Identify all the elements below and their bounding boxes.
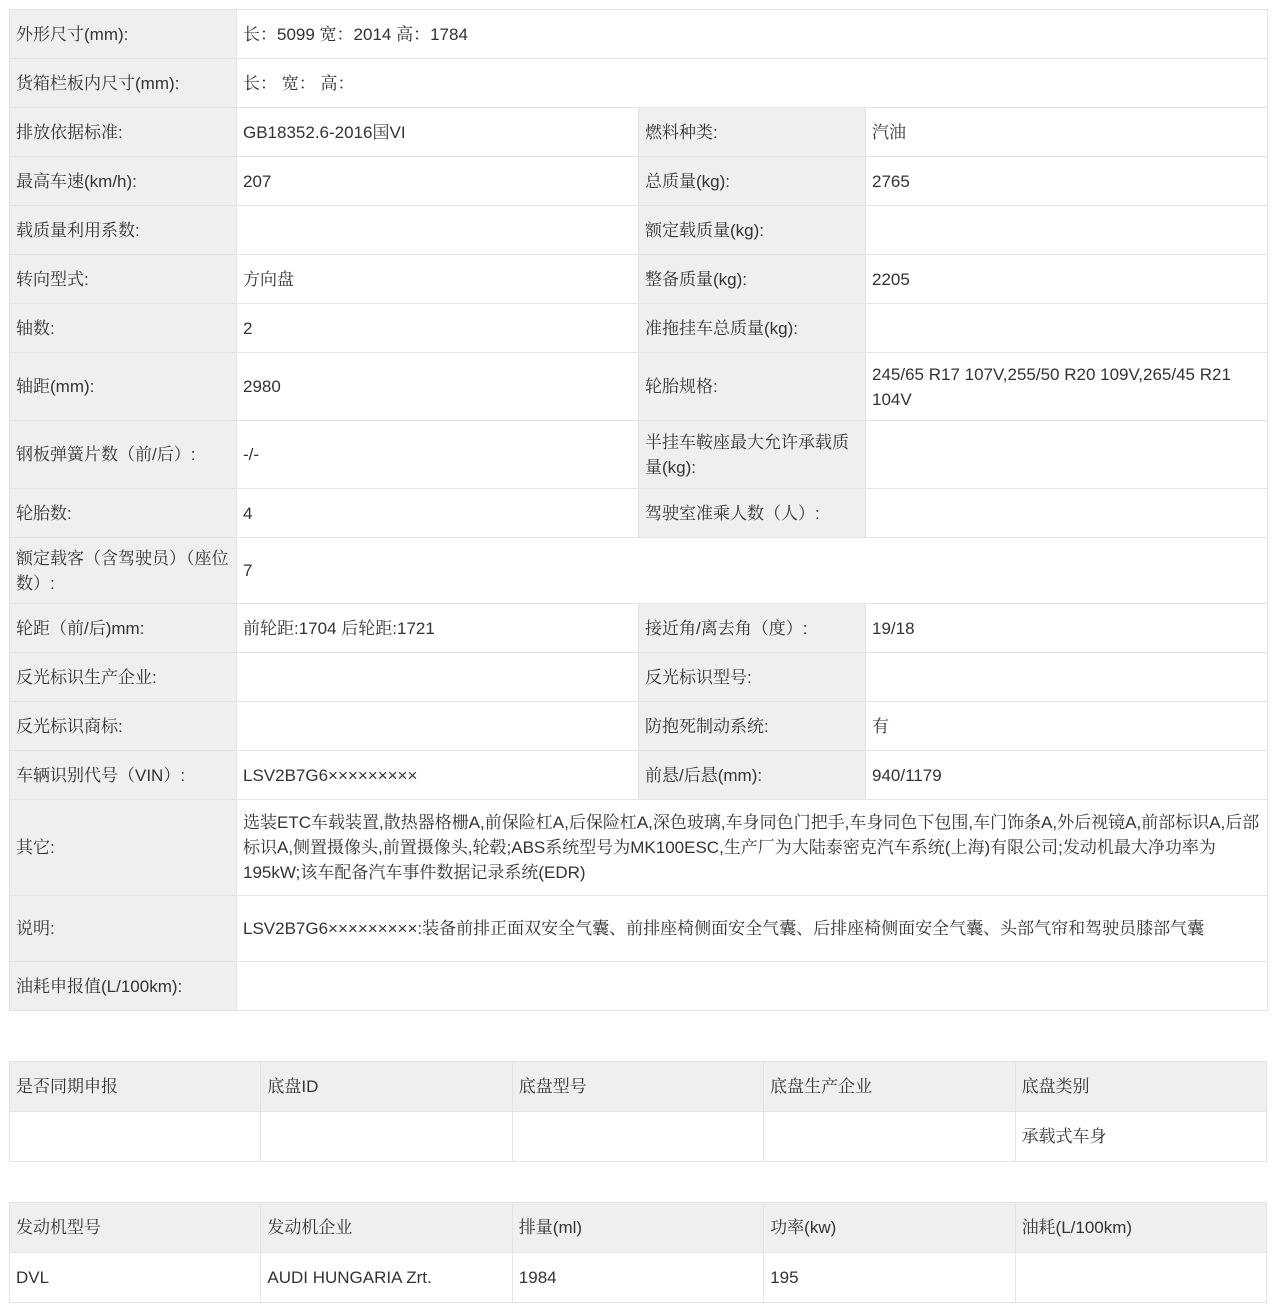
other-value: 选装ETC车载装置,散热器格栅A,前保险杠A,后保险杠A,深色玻璃,车身同色门把手,车身同色下包围,车门饰条A,外后视镜A,前部标识A,后部标识A,侧置摄像头,前置摄像头,轮毂;ABS系统型号为MK100ESC,生产厂为大陆泰密克汽车系统(上海)有限公司;发动机最大净功率为195kW;该车配备汽车事件数据记录系统(EDR) <box>237 800 1268 896</box>
spec-row <box>10 751 1268 800</box>
overhang-label: 前悬/后悬(mm): <box>639 751 866 800</box>
engine-header-cell: 油耗(L/100km) <box>1015 1203 1266 1253</box>
fuel-type-value: 汽油 <box>866 108 1268 157</box>
reflect-maker-value <box>237 653 639 702</box>
reflect-model-value <box>866 653 1268 702</box>
emission-value: GB18352.6-2016国VI <box>237 108 639 157</box>
cab-passengers-label: 驾驶室准乘人数（人）: <box>639 489 866 538</box>
spec-row-notes <box>10 896 1268 962</box>
reflect-brand-value <box>237 702 639 751</box>
chassis-data-cell <box>512 1112 763 1162</box>
chassis-data-row <box>10 1112 1267 1162</box>
spec-row-other <box>10 800 1268 896</box>
spec-row-fuel-consumption <box>10 962 1268 1011</box>
fuel-type-label: 燃料种类: <box>639 108 866 157</box>
spec-row <box>10 108 1268 157</box>
engine-header-cell: 排量(ml) <box>512 1203 763 1253</box>
chassis-data-cell: 承载式车身 <box>1015 1112 1266 1162</box>
spec-row <box>10 255 1268 304</box>
spec-row <box>10 604 1268 653</box>
spec-row-seats <box>10 538 1268 604</box>
chassis-header-cell: 底盘型号 <box>512 1062 763 1112</box>
steering-label: 转向型式: <box>10 255 237 304</box>
dimensions-label: 外形尺寸(mm): <box>10 10 237 59</box>
engine-header-cell: 发动机企业 <box>261 1203 512 1253</box>
curb-mass-label: 整备质量(kg): <box>639 255 866 304</box>
load-coeff-value <box>237 206 639 255</box>
trailer-mass-value <box>866 304 1268 353</box>
load-coeff-label: 载质量利用系数: <box>10 206 237 255</box>
engine-data-row <box>10 1253 1267 1303</box>
curb-mass-value: 2205 <box>866 255 1268 304</box>
chassis-data-cell <box>261 1112 512 1162</box>
engine-header-row <box>10 1203 1267 1253</box>
spec-row <box>10 304 1268 353</box>
engine-data-cell: DVL <box>10 1253 261 1303</box>
total-mass-value: 2765 <box>866 157 1268 206</box>
engine-data-cell <box>1015 1253 1266 1303</box>
spec-row-dimensions <box>10 10 1268 59</box>
spec-table <box>9 9 1268 1011</box>
axles-label: 轴数: <box>10 304 237 353</box>
emission-label: 排放依据标准: <box>10 108 237 157</box>
axles-value: 2 <box>237 304 639 353</box>
engine-table <box>9 1202 1267 1303</box>
spec-row <box>10 421 1268 489</box>
angles-value: 19/18 <box>866 604 1268 653</box>
tire-count-value: 4 <box>237 489 639 538</box>
spec-row-cargo-box <box>10 59 1268 108</box>
wheelbase-value: 2980 <box>237 353 639 421</box>
track-value: 前轮距:1704 后轮距:1721 <box>237 604 639 653</box>
vin-label: 车辆识别代号（VIN）: <box>10 751 237 800</box>
cargo-box-value: 长： 宽： 高： <box>237 59 1268 108</box>
engine-data-cell: 1984 <box>512 1253 763 1303</box>
cab-passengers-value <box>866 489 1268 538</box>
fuel-consumption-label: 油耗申报值(L/100km): <box>10 962 237 1011</box>
rated-load-value <box>866 206 1268 255</box>
track-label: 轮距（前/后)mm: <box>10 604 237 653</box>
spec-row <box>10 353 1268 421</box>
tire-count-label: 轮胎数: <box>10 489 237 538</box>
abs-value: 有 <box>866 702 1268 751</box>
chassis-header-cell: 是否同期申报 <box>10 1062 261 1112</box>
total-mass-label: 总质量(kg): <box>639 157 866 206</box>
spec-row <box>10 653 1268 702</box>
top-speed-label: 最高车速(km/h): <box>10 157 237 206</box>
top-speed-value: 207 <box>237 157 639 206</box>
chassis-header-cell: 底盘类别 <box>1015 1062 1266 1112</box>
rated-load-label: 额定载质量(kg): <box>639 206 866 255</box>
spec-row <box>10 702 1268 751</box>
dimensions-value: 长：5099 宽：2014 高：1784 <box>237 10 1268 59</box>
chassis-header-cell: 底盘生产企业 <box>764 1062 1015 1112</box>
reflect-model-label: 反光标识型号: <box>639 653 866 702</box>
chassis-header-row <box>10 1062 1267 1112</box>
overhang-value: 940/1179 <box>866 751 1268 800</box>
seats-label: 额定载客（含驾驶员）（座位数）: <box>10 538 237 604</box>
engine-data-cell: 195 <box>764 1253 1015 1303</box>
saddle-load-value <box>866 421 1268 489</box>
leaf-spring-label: 钢板弹簧片数（前/后）: <box>10 421 237 489</box>
saddle-load-label: 半挂车鞍座最大允许承载质量(kg): <box>639 421 866 489</box>
tire-spec-label: 轮胎规格: <box>639 353 866 421</box>
abs-label: 防抱死制动系统: <box>639 702 866 751</box>
seats-value: 7 <box>237 538 1268 604</box>
engine-data-cell: AUDI HUNGARIA Zrt. <box>261 1253 512 1303</box>
spec-row <box>10 206 1268 255</box>
cargo-box-label: 货箱栏板内尺寸(mm): <box>10 59 237 108</box>
chassis-data-cell <box>10 1112 261 1162</box>
spec-row <box>10 489 1268 538</box>
spec-row <box>10 157 1268 206</box>
chassis-table <box>9 1061 1267 1162</box>
engine-header-cell: 发动机型号 <box>10 1203 261 1253</box>
reflect-brand-label: 反光标识商标: <box>10 702 237 751</box>
angles-label: 接近角/离去角（度）: <box>639 604 866 653</box>
chassis-data-cell <box>764 1112 1015 1162</box>
reflect-maker-label: 反光标识生产企业: <box>10 653 237 702</box>
tire-spec-value: 245/65 R17 107V,255/50 R20 109V,265/45 R21 104V <box>866 353 1268 421</box>
chassis-header-cell: 底盘ID <box>261 1062 512 1112</box>
fuel-consumption-value <box>237 962 1268 1011</box>
leaf-spring-value: -/- <box>237 421 639 489</box>
engine-header-cell: 功率(kw) <box>764 1203 1015 1253</box>
other-label: 其它: <box>10 800 237 896</box>
steering-value: 方向盘 <box>237 255 639 304</box>
notes-value: LSV2B7G6×××××××××:装备前排正面双安全气囊、前排座椅侧面安全气囊、后排座椅侧面安全气囊、头部气帘和驾驶员膝部气囊 <box>237 896 1268 962</box>
trailer-mass-label: 准拖挂车总质量(kg): <box>639 304 866 353</box>
vin-value: LSV2B7G6××××××××× <box>237 751 639 800</box>
notes-label: 说明: <box>10 896 237 962</box>
wheelbase-label: 轴距(mm): <box>10 353 237 421</box>
